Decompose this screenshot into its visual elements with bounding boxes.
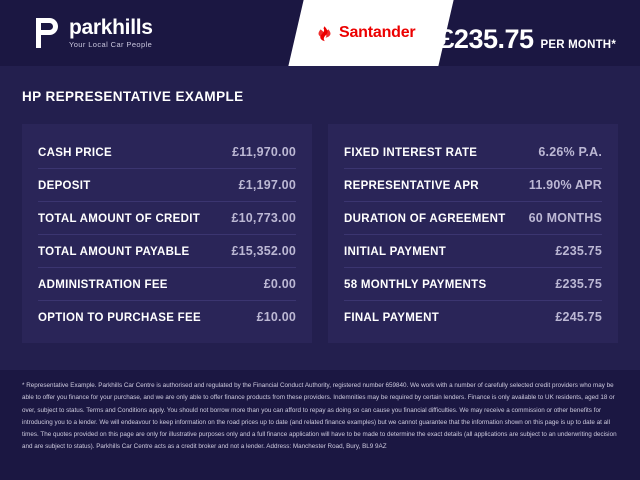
table-row bbox=[38, 136, 296, 169]
santander-flame-icon bbox=[316, 25, 333, 42]
table-row bbox=[38, 235, 296, 268]
table-row bbox=[344, 301, 602, 333]
row-label: FINAL PAYMENT bbox=[344, 312, 440, 324]
row-value: £11,970.00 bbox=[232, 145, 296, 159]
row-value: £10.00 bbox=[256, 310, 296, 324]
table-row bbox=[38, 268, 296, 301]
table-row bbox=[344, 169, 602, 202]
table-row bbox=[38, 301, 296, 333]
row-value: £245.75 bbox=[555, 310, 602, 324]
row-value: 6.26% P.A. bbox=[538, 145, 602, 159]
row-label: DURATION OF AGREEMENT bbox=[344, 213, 506, 225]
row-label: FIXED INTEREST RATE bbox=[344, 147, 478, 159]
price-period: PER MONTH* bbox=[540, 39, 616, 51]
monthly-price bbox=[439, 0, 616, 66]
page-title: HP REPRESENTATIVE EXAMPLE bbox=[22, 89, 244, 104]
row-value: £0.00 bbox=[263, 277, 296, 291]
finance-tables bbox=[0, 104, 640, 343]
row-label: TOTAL AMOUNT PAYABLE bbox=[38, 246, 190, 258]
left-finance-table bbox=[22, 124, 312, 343]
row-value: £235.75 bbox=[555, 244, 602, 258]
table-row bbox=[344, 202, 602, 235]
brand-name: parkhills bbox=[69, 16, 153, 40]
table-row bbox=[38, 202, 296, 235]
row-label: CASH PRICE bbox=[38, 147, 112, 159]
row-label: DEPOSIT bbox=[38, 180, 91, 192]
row-value: 60 MONTHS bbox=[528, 211, 602, 225]
table-row bbox=[344, 235, 602, 268]
page-header bbox=[0, 0, 640, 66]
row-label: OPTION TO PURCHASE FEE bbox=[38, 312, 201, 324]
row-label: ADMINISTRATION FEE bbox=[38, 279, 168, 291]
row-label: 58 MONTHLY PAYMENTS bbox=[344, 279, 487, 291]
footer-disclaimer bbox=[0, 370, 640, 480]
row-value: £10,773.00 bbox=[231, 211, 296, 225]
row-value: £15,352.00 bbox=[231, 244, 296, 258]
lender-logo bbox=[316, 0, 415, 66]
row-value: 11.90% APR bbox=[528, 178, 602, 192]
row-label: REPRESENTATIVE APR bbox=[344, 180, 479, 192]
row-value: £1,197.00 bbox=[238, 178, 296, 192]
row-label: TOTAL AMOUNT OF CREDIT bbox=[38, 213, 201, 225]
price-amount: £235.75 bbox=[439, 24, 534, 54]
table-row bbox=[344, 268, 602, 301]
table-row bbox=[344, 136, 602, 169]
lender-name: Santander bbox=[339, 24, 416, 41]
table-row bbox=[38, 169, 296, 202]
right-finance-table bbox=[328, 124, 618, 343]
disclaimer-text: * Representative Example. Parkhills Car Centre is authorised and regulated by the Financial Conduct Authority, registered number 659840. We work with a number of carefully selected credit providers who may be able to offer you finance for your purchase, and we are only able to offer finance products from these providers. Indemnities may be required by certain lenders. Finance is only available to UK residents, aged 18 or over, subject to status. Terms and Conditions apply. You should not borrow more than you can afford to repay as doing so can cause you financial difficulties. We may receive a commission or other benefits for introducing you to a lender. We will endeavour to keep information on the road prices up to date (and related finance examples) but we cannot guarantee that the information shown on this page is up to date at all times. The quotes provided on this page are only for illustrative purposes only and a full finance application will have to be made to determine the exact details (all applications are subject to an underwriting decision and are subject to status). Parkhills Car Centre acts as a credit broker and not a lender. Address: Manchester Road, Bury, BL9 9AZ bbox=[22, 382, 617, 451]
parkhills-p-logo-icon bbox=[36, 18, 62, 48]
row-label: INITIAL PAYMENT bbox=[344, 246, 447, 258]
brand-logo[interactable] bbox=[0, 17, 153, 49]
row-value: £235.75 bbox=[555, 277, 602, 291]
brand-tagline: Your Local Car People bbox=[69, 40, 153, 50]
